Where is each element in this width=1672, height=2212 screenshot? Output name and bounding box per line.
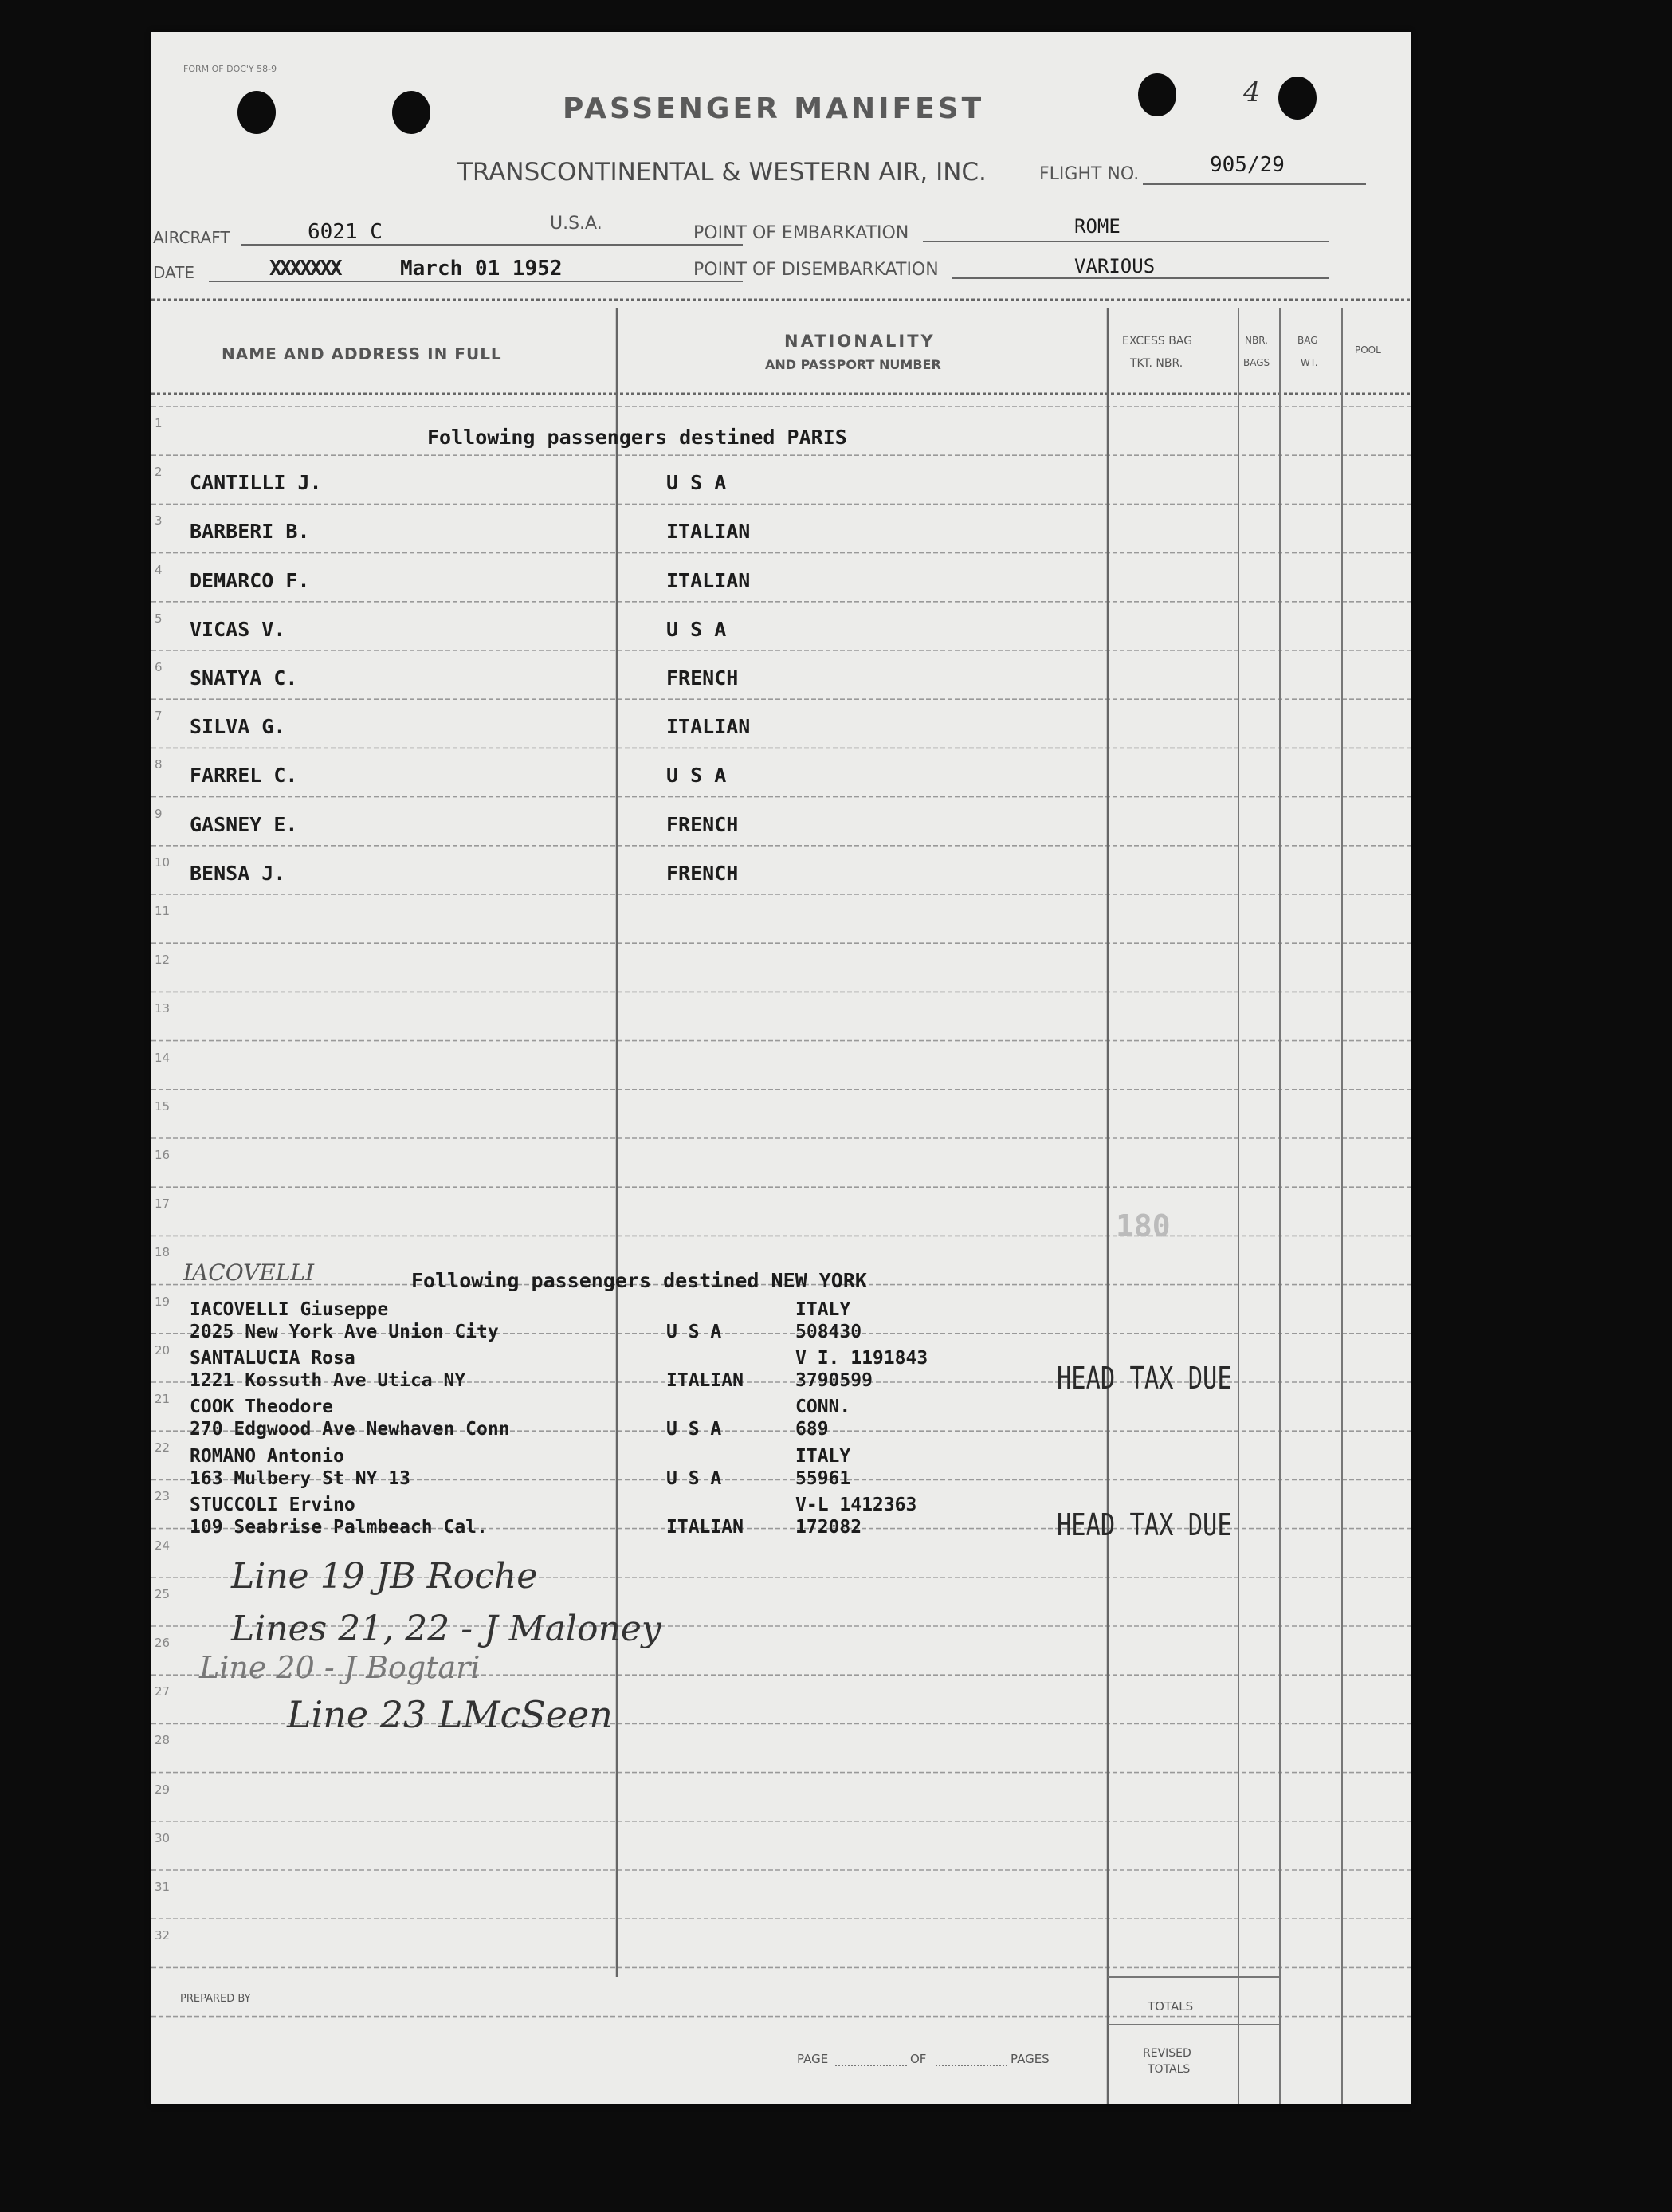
line-number: 23 <box>155 1489 171 1504</box>
line-number: 22 <box>155 1440 171 1456</box>
disembark-value: VARIOUS <box>1074 255 1156 277</box>
passport-line-1: V-L 1412363 <box>795 1494 917 1515</box>
date-value: March 01 1952 <box>400 257 563 281</box>
passenger-nationality: U S A <box>666 1467 722 1489</box>
line-number: 7 <box>155 709 163 724</box>
passenger-name: SILVA G. <box>190 715 286 739</box>
passenger-name: DEMARCO F. <box>190 568 310 592</box>
line-number: 8 <box>155 757 163 772</box>
passenger-nationality: U S A <box>666 617 727 641</box>
line-number: 29 <box>155 1782 171 1797</box>
pages-label: PAGES <box>1011 2052 1050 2066</box>
aircraft-value: 6021 C <box>308 220 383 244</box>
header-nbr-2: BAGS <box>1243 357 1270 368</box>
header-passport: AND PASSPORT NUMBER <box>765 357 941 372</box>
form-title: PASSENGER MANIFEST <box>563 92 985 125</box>
line-number: 9 <box>155 806 163 821</box>
revised-totals-label-2: TOTALS <box>1148 2063 1191 2076</box>
totals-label: TOTALS <box>1148 1999 1194 2014</box>
passenger-name: SNATYA C. <box>190 666 298 690</box>
line-number: 26 <box>155 1636 171 1650</box>
passenger-nationality: FRENCH <box>666 812 739 836</box>
line-number: 18 <box>155 1245 171 1260</box>
handwritten-name: IACOVELLI <box>183 1259 315 1286</box>
passenger-name: FARREL C. <box>190 764 298 788</box>
aircraft-label: AIRCRAFT <box>153 228 230 247</box>
line-number: 25 <box>155 1586 171 1601</box>
head-tax-stamp: HEAD TAX DUE <box>1057 1507 1232 1542</box>
passenger-nationality: U S A <box>666 471 727 495</box>
header-bagwt-1: BAG <box>1297 335 1318 346</box>
embark-underline <box>923 241 1329 242</box>
passenger-nationality: U S A <box>666 1419 722 1440</box>
line-number: 16 <box>155 1148 171 1162</box>
line-number: 30 <box>155 1830 171 1845</box>
head-tax-stamp: HEAD TAX DUE <box>1057 1361 1232 1397</box>
passenger-name: BENSA J. <box>190 861 286 885</box>
passenger-nationality: ITALIAN <box>666 715 751 739</box>
passenger-nationality: ITALIAN <box>666 520 751 544</box>
disembark-label: POINT OF DISEMBARKATION <box>693 260 939 280</box>
passport-line-2: 3790599 <box>795 1370 873 1392</box>
flight-underline <box>1143 183 1366 185</box>
line-number: 14 <box>155 1050 171 1065</box>
embark-label: POINT OF EMBARKATION <box>693 223 909 243</box>
handwritten-note: Line 19 JB Roche <box>231 1556 538 1597</box>
aircraft-underline <box>241 244 743 246</box>
header-excess-2: TKT. NBR. <box>1130 357 1183 370</box>
line-number: 24 <box>155 1538 171 1553</box>
passenger-name: VICAS V. <box>190 617 286 641</box>
passport-line-2: 55961 <box>795 1467 851 1489</box>
header-nbr-1: NBR. <box>1245 335 1268 346</box>
line-number: 19 <box>155 1294 171 1309</box>
flight-number: 905/29 <box>1210 153 1285 177</box>
header-excess-1: EXCESS BAG <box>1122 335 1193 348</box>
passenger-name: SANTALUCIA Rosa <box>190 1348 355 1369</box>
weight-mark: 180 <box>1116 1208 1171 1244</box>
line-number: 27 <box>155 1684 171 1699</box>
disembark-underline <box>952 277 1329 279</box>
handwritten-note: Line 20 - J Bogtari <box>199 1650 481 1685</box>
paris-heading: Following passengers destined PARIS <box>427 426 847 449</box>
header-nationality: NATIONALITY <box>784 332 936 351</box>
prepared-by-label: PREPARED BY <box>180 1993 251 2005</box>
revised-totals-label-1: REVISED <box>1143 2047 1191 2060</box>
of-label: OF <box>910 2052 927 2066</box>
header-name: NAME AND ADDRESS IN FULL <box>222 344 502 363</box>
line-number: 28 <box>155 1733 171 1748</box>
passenger-address: 1221 Kossuth Ave Utica NY <box>190 1370 466 1392</box>
passenger-nationality: ITALIAN <box>666 1370 744 1392</box>
date-struck-value: XXXXXXX <box>269 257 340 281</box>
line-number: 32 <box>155 1928 171 1943</box>
line-number: 12 <box>155 953 171 968</box>
header-pool: POOL <box>1355 344 1381 356</box>
passenger-name: STUCCOLI Ervino <box>190 1494 355 1515</box>
handwritten-note: Line 23 LMcSeen <box>287 1693 613 1736</box>
passenger-address: 163 Mulbery St NY 13 <box>190 1467 410 1489</box>
line-number: 13 <box>155 1001 171 1016</box>
passenger-nationality: U S A <box>666 1322 722 1342</box>
passport-line-2: 172082 <box>795 1516 862 1538</box>
line-number: 6 <box>155 660 163 674</box>
embark-value: ROME <box>1074 215 1121 238</box>
passenger-address: 2025 New York Ave Union City <box>190 1322 499 1342</box>
page-underline <box>835 2065 907 2066</box>
passenger-address: 109 Seabrise Palmbeach Cal. <box>190 1516 488 1538</box>
form-corner-note: FORM OF DOC'Y 58-9 <box>183 64 277 74</box>
passenger-nationality: ITALIAN <box>666 568 751 592</box>
company-name: TRANSCONTINENTAL & WESTERN AIR, INC. <box>457 158 987 187</box>
ny-heading: Following passengers destined NEW YORK <box>411 1269 867 1292</box>
passport-line-1: ITALY <box>795 1445 851 1467</box>
date-underline <box>209 281 743 282</box>
line-number: 1 <box>155 416 163 430</box>
header-bagwt-2: WT. <box>1301 357 1318 368</box>
passport-line-2: 689 <box>795 1419 829 1440</box>
page-label: PAGE <box>797 2052 829 2066</box>
line-number: 21 <box>155 1392 171 1406</box>
flight-label: FLIGHT NO. <box>1039 164 1140 184</box>
passenger-name: IACOVELLI Giuseppe <box>190 1299 389 1320</box>
line-number: 5 <box>155 611 163 626</box>
line-number: 10 <box>155 855 171 870</box>
passenger-name: GASNEY E. <box>190 812 298 836</box>
manifest-page <box>151 32 1411 2104</box>
line-number: 20 <box>155 1342 171 1357</box>
date-label: DATE <box>153 263 195 282</box>
line-number: 17 <box>155 1196 171 1212</box>
passenger-nationality: FRENCH <box>666 666 739 690</box>
passenger-nationality: ITALIAN <box>666 1516 744 1538</box>
line-number: 15 <box>155 1098 171 1114</box>
passenger-nationality: FRENCH <box>666 861 739 885</box>
aircraft-country: U.S.A. <box>550 214 602 234</box>
line-number: 3 <box>155 513 163 528</box>
passport-line-1: ITALY <box>795 1299 851 1320</box>
passenger-name: CANTILLI J. <box>190 471 322 495</box>
of-underline <box>936 2065 1007 2066</box>
line-number: 2 <box>155 465 163 480</box>
passenger-address: 270 Edgwood Ave Newhaven Conn <box>190 1419 510 1440</box>
line-number: 31 <box>155 1880 171 1894</box>
passenger-nationality: U S A <box>666 764 727 788</box>
line-number: 11 <box>155 904 171 918</box>
passenger-name: BARBERI B. <box>190 520 310 544</box>
page-mark: 4 <box>1243 77 1261 108</box>
passenger-name: COOK Theodore <box>190 1397 334 1418</box>
passport-line-1: CONN. <box>795 1397 851 1418</box>
passport-line-1: V I. 1191843 <box>795 1348 928 1369</box>
line-number: 4 <box>155 562 163 577</box>
passenger-name: ROMANO Antonio <box>190 1445 344 1467</box>
handwritten-note: Lines 21, 22 - J Maloney <box>231 1609 661 1649</box>
passport-line-2: 508430 <box>795 1322 862 1342</box>
ruled-grid <box>151 32 1411 2104</box>
